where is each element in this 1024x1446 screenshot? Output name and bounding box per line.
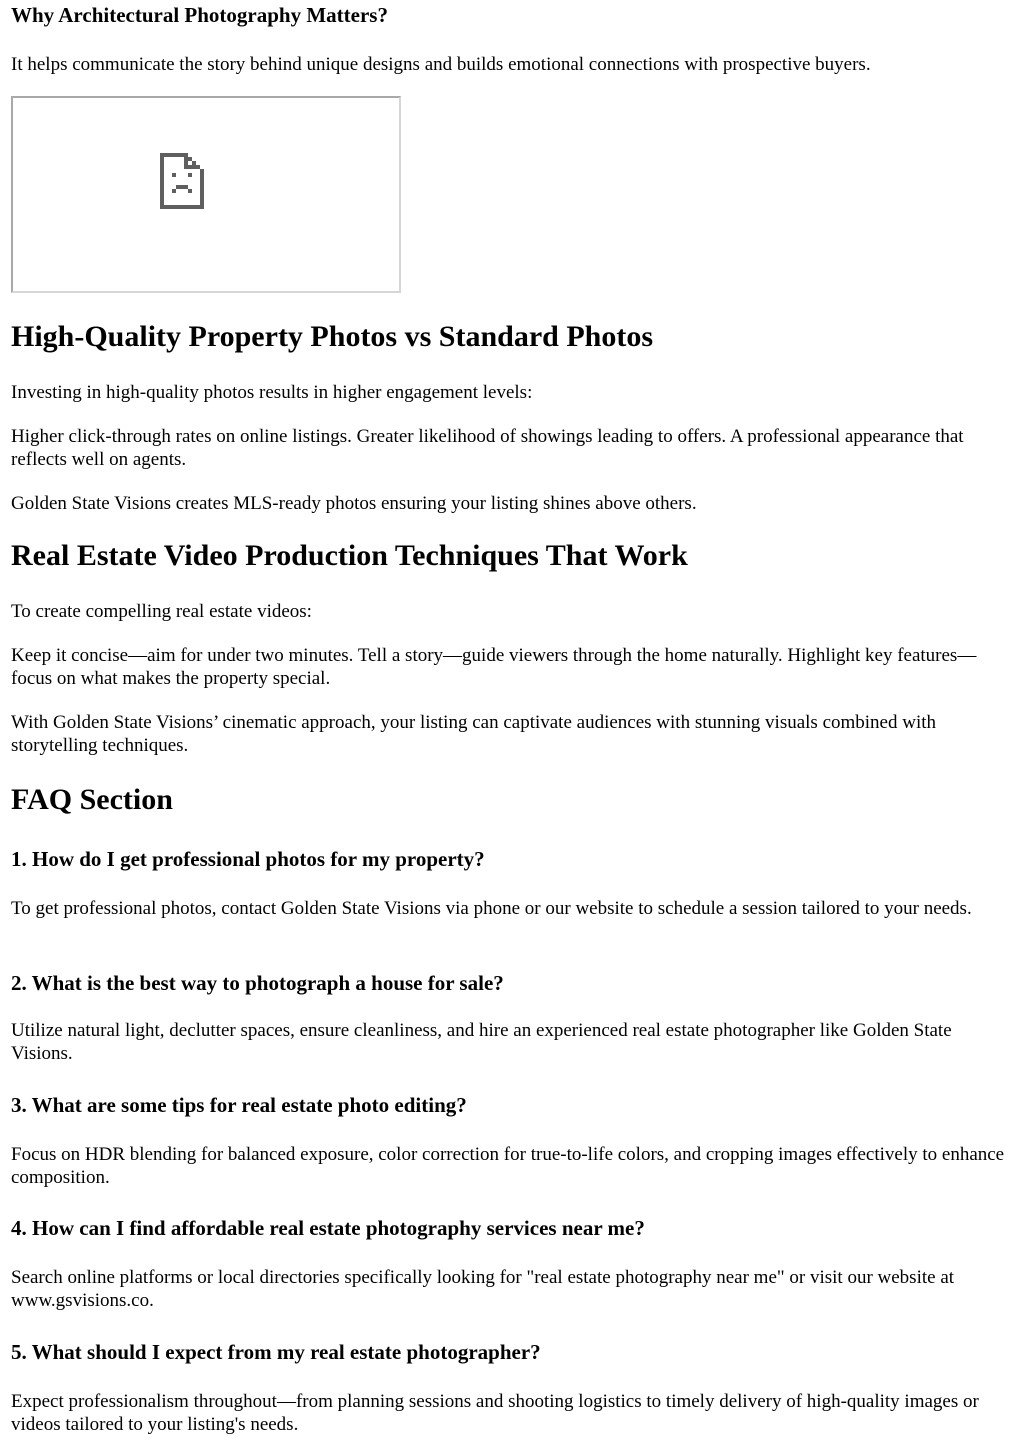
section-heading-architectural: Why Architectural Photography Matters? [11,3,388,27]
section-intro: Investing in high-quality photos results in higher engagement levels: [11,382,533,403]
faq-question: 2. What is the best way to photograph a house for sale? [11,971,504,995]
section-intro: To create compelling real estate videos: [11,601,312,622]
faq-answer: To get professional photos, contact Golden State Visions via phone or our website to schedule a session tailored to your needs. [11,898,972,919]
faq-answer: Utilize natural light, declutter spaces, ensure cleanliness, and hire an experienced real estate photographer like Golden State Visions. [11,1020,952,1064]
faq-question: 5. What should I expect from my real estate photographer? [11,1340,541,1364]
section-paragraph: It helps communicate the story behind unique designs and builds emotional connections with prospective buyers. [11,54,871,75]
section-closing: Golden State Visions creates MLS-ready photos ensuring your listing shines above others. [11,493,697,514]
section-closing: With Golden State Visions’ cinematic approach, your listing can captivate audiences with stunning visuals combined with storytelling techniques. [11,712,937,756]
section-heading-video-techniques: Real Estate Video Production Techniques That Work [11,539,688,572]
faq-answer: Search online platforms or local directories specifically looking for "real estate photography near me" or visit our website at www.gsvisions.co. [11,1267,955,1311]
faq-question: 3. What are some tips for real estate photo editing? [11,1093,467,1117]
faq-answer: Expect professionalism throughout—from planning sessions and shooting logistics to timely delivery of high-quality images or videos tailored to your listing's needs. [11,1391,979,1435]
faq-answer: Focus on HDR blending for balanced exposure, color correction for true-to-life colors, and cropping images effectively to enhance composition. [11,1144,1005,1188]
section-heading-photos-vs-standard: High-Quality Property Photos vs Standard Photos [11,320,653,353]
faq-question: 4. How can I find affordable real estate photography services near me? [11,1216,645,1240]
faq-question: 1. How do I get professional photos for my property? [11,847,485,871]
broken-image-icon [160,153,204,209]
section-list-text: Higher click-through rates on online listings. Greater likelihood of showings leading to offers. A professional appearance that reflects well on agents. [11,426,964,470]
broken-image [11,96,401,293]
faq-heading: FAQ Section [11,783,173,816]
section-list-text: Keep it concise—aim for under two minutes. Tell a story—guide viewers through the home naturally. Highlight key features—focus on what makes the property special. [11,645,977,689]
